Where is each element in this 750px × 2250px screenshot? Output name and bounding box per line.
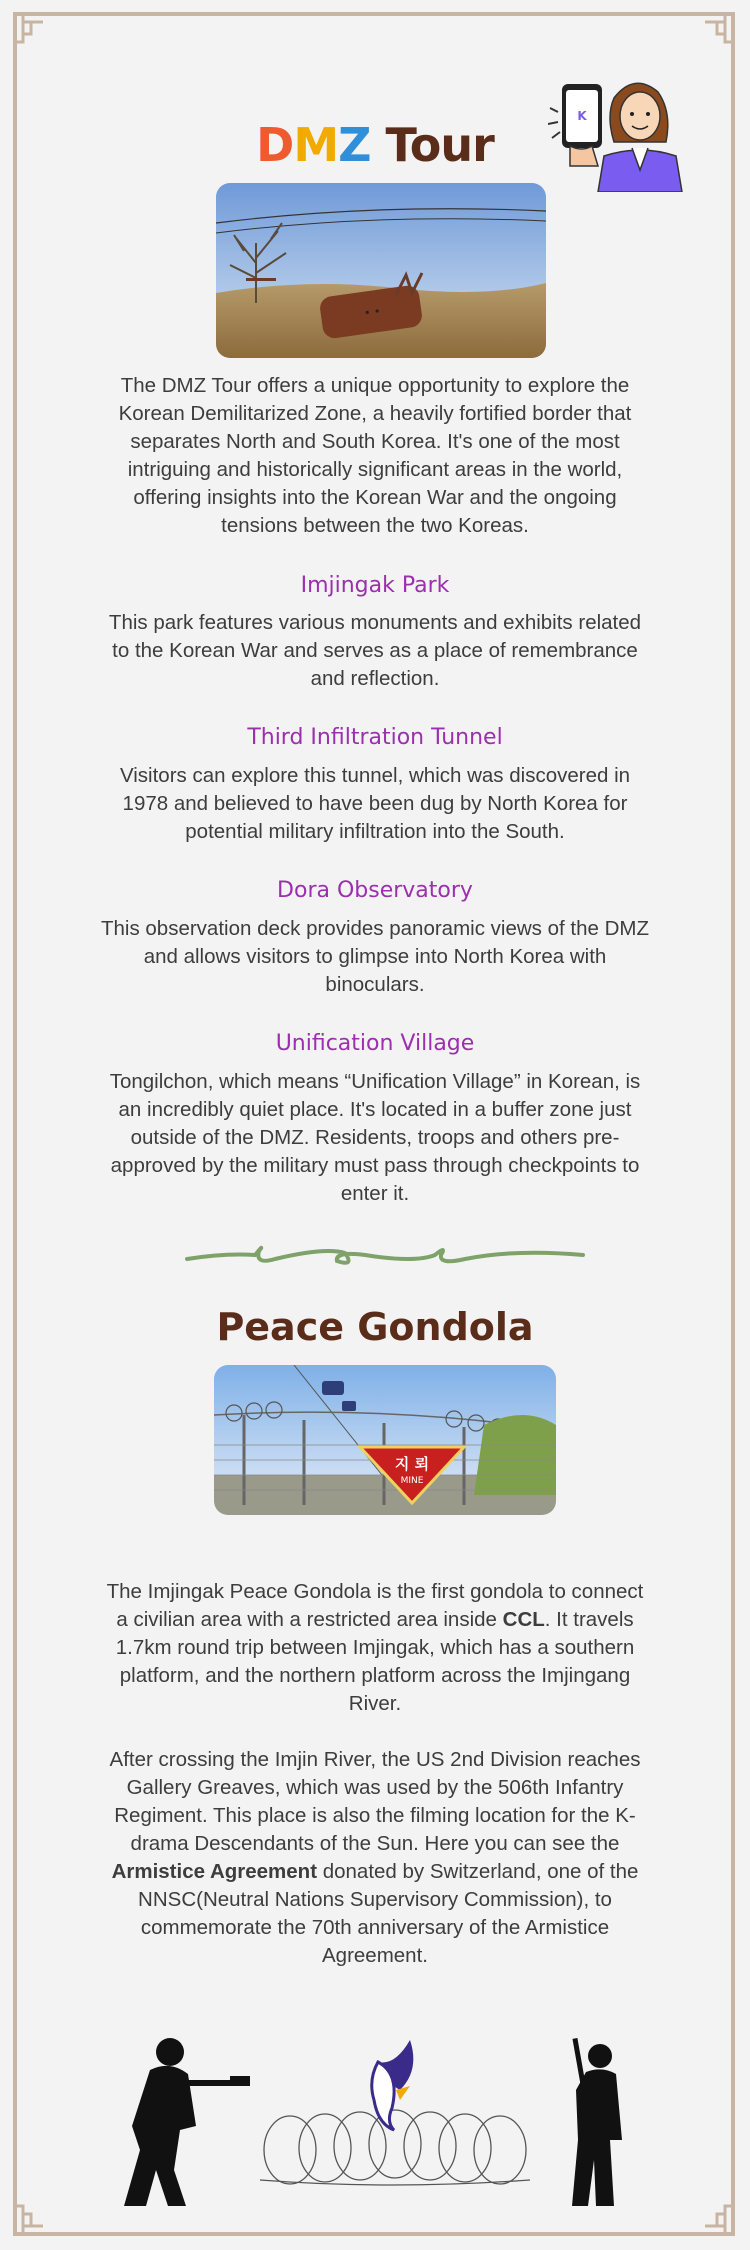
intro-text: The DMZ Tour offers a unique opportunity to explore the Korean Demilitarized Zone, a heavily fortified border that separates North and South Korea. It's one of the most intriguing and historically significant areas in the world, offering insights into the Korean War and the ongoing tensions between the two Koreas.	[118, 374, 632, 537]
gondola-paragraph-1: The Imjingak Peace Gondola is the first gondola to connect a civilian area with a restricted area inside CCL. It travels 1.7km round trip between Imjingak, which has a southern platform, and the northern platform across the Imjingang River.	[106, 1580, 644, 1715]
svg-text:• •: • •	[363, 304, 382, 320]
section-heading: Imjingak Park	[300, 573, 450, 598]
section-heading: Dora Observatory	[277, 878, 473, 903]
corner-ornament	[13, 2196, 53, 2236]
section-text: Visitors can explore this tunnel, which was discovered in 1978 and believed to have been dug by North Korea for potential military infiltration into the South.	[119, 764, 631, 843]
section-text: This park features various monuments and exhibits related to the Korean War and serves as a place of remembrance and reflection.	[108, 611, 642, 690]
gondola-title: Peace Gondola	[216, 1305, 534, 1349]
mine-sign-korean: 지 뢰	[394, 1455, 430, 1473]
corner-ornament	[695, 2196, 735, 2236]
soldiers-barbed-wire-illustration	[110, 2030, 650, 2210]
gondola-photo	[214, 1365, 556, 1515]
dmz-photo	[216, 183, 546, 358]
section-heading: Third Infiltration Tunnel	[247, 725, 503, 750]
wavy-divider	[185, 1233, 585, 1273]
corner-ornament	[13, 12, 53, 52]
mine-sign-english: MINE	[400, 1476, 424, 1486]
section-heading: Unification Village	[275, 1031, 475, 1056]
gondola-paragraph-2: After crossing the Imjin River, the US 2nd Division reaches Gallery Greaves, which was used by the 506th Infantry Regiment. This place is also the filming location for the K-drama Descendants of the Sun. Here you can see the Armistice Agreement donated by Switzerland, one of the NNSC(Neutral Nations Supervisory Commission), to commemorate the 70th anniversary of the Armistice Agreement.	[109, 1748, 641, 1967]
section-text: This observation deck provides panoramic views of the DMZ and allows visitors to glimpse into North Korea with binoculars.	[100, 917, 650, 996]
corner-ornament	[695, 12, 735, 52]
page-title: DMZ Tour	[256, 118, 494, 172]
section-text: Tongilchon, which means “Unification Village” in Korean, is an incredibly quiet place. It's located in a buffer zone just outside of the DMZ. Residents, troops and others pre-approved by the military must pass through checkpoints to enter it.	[109, 1070, 641, 1205]
svg-text:K: K	[577, 109, 587, 123]
